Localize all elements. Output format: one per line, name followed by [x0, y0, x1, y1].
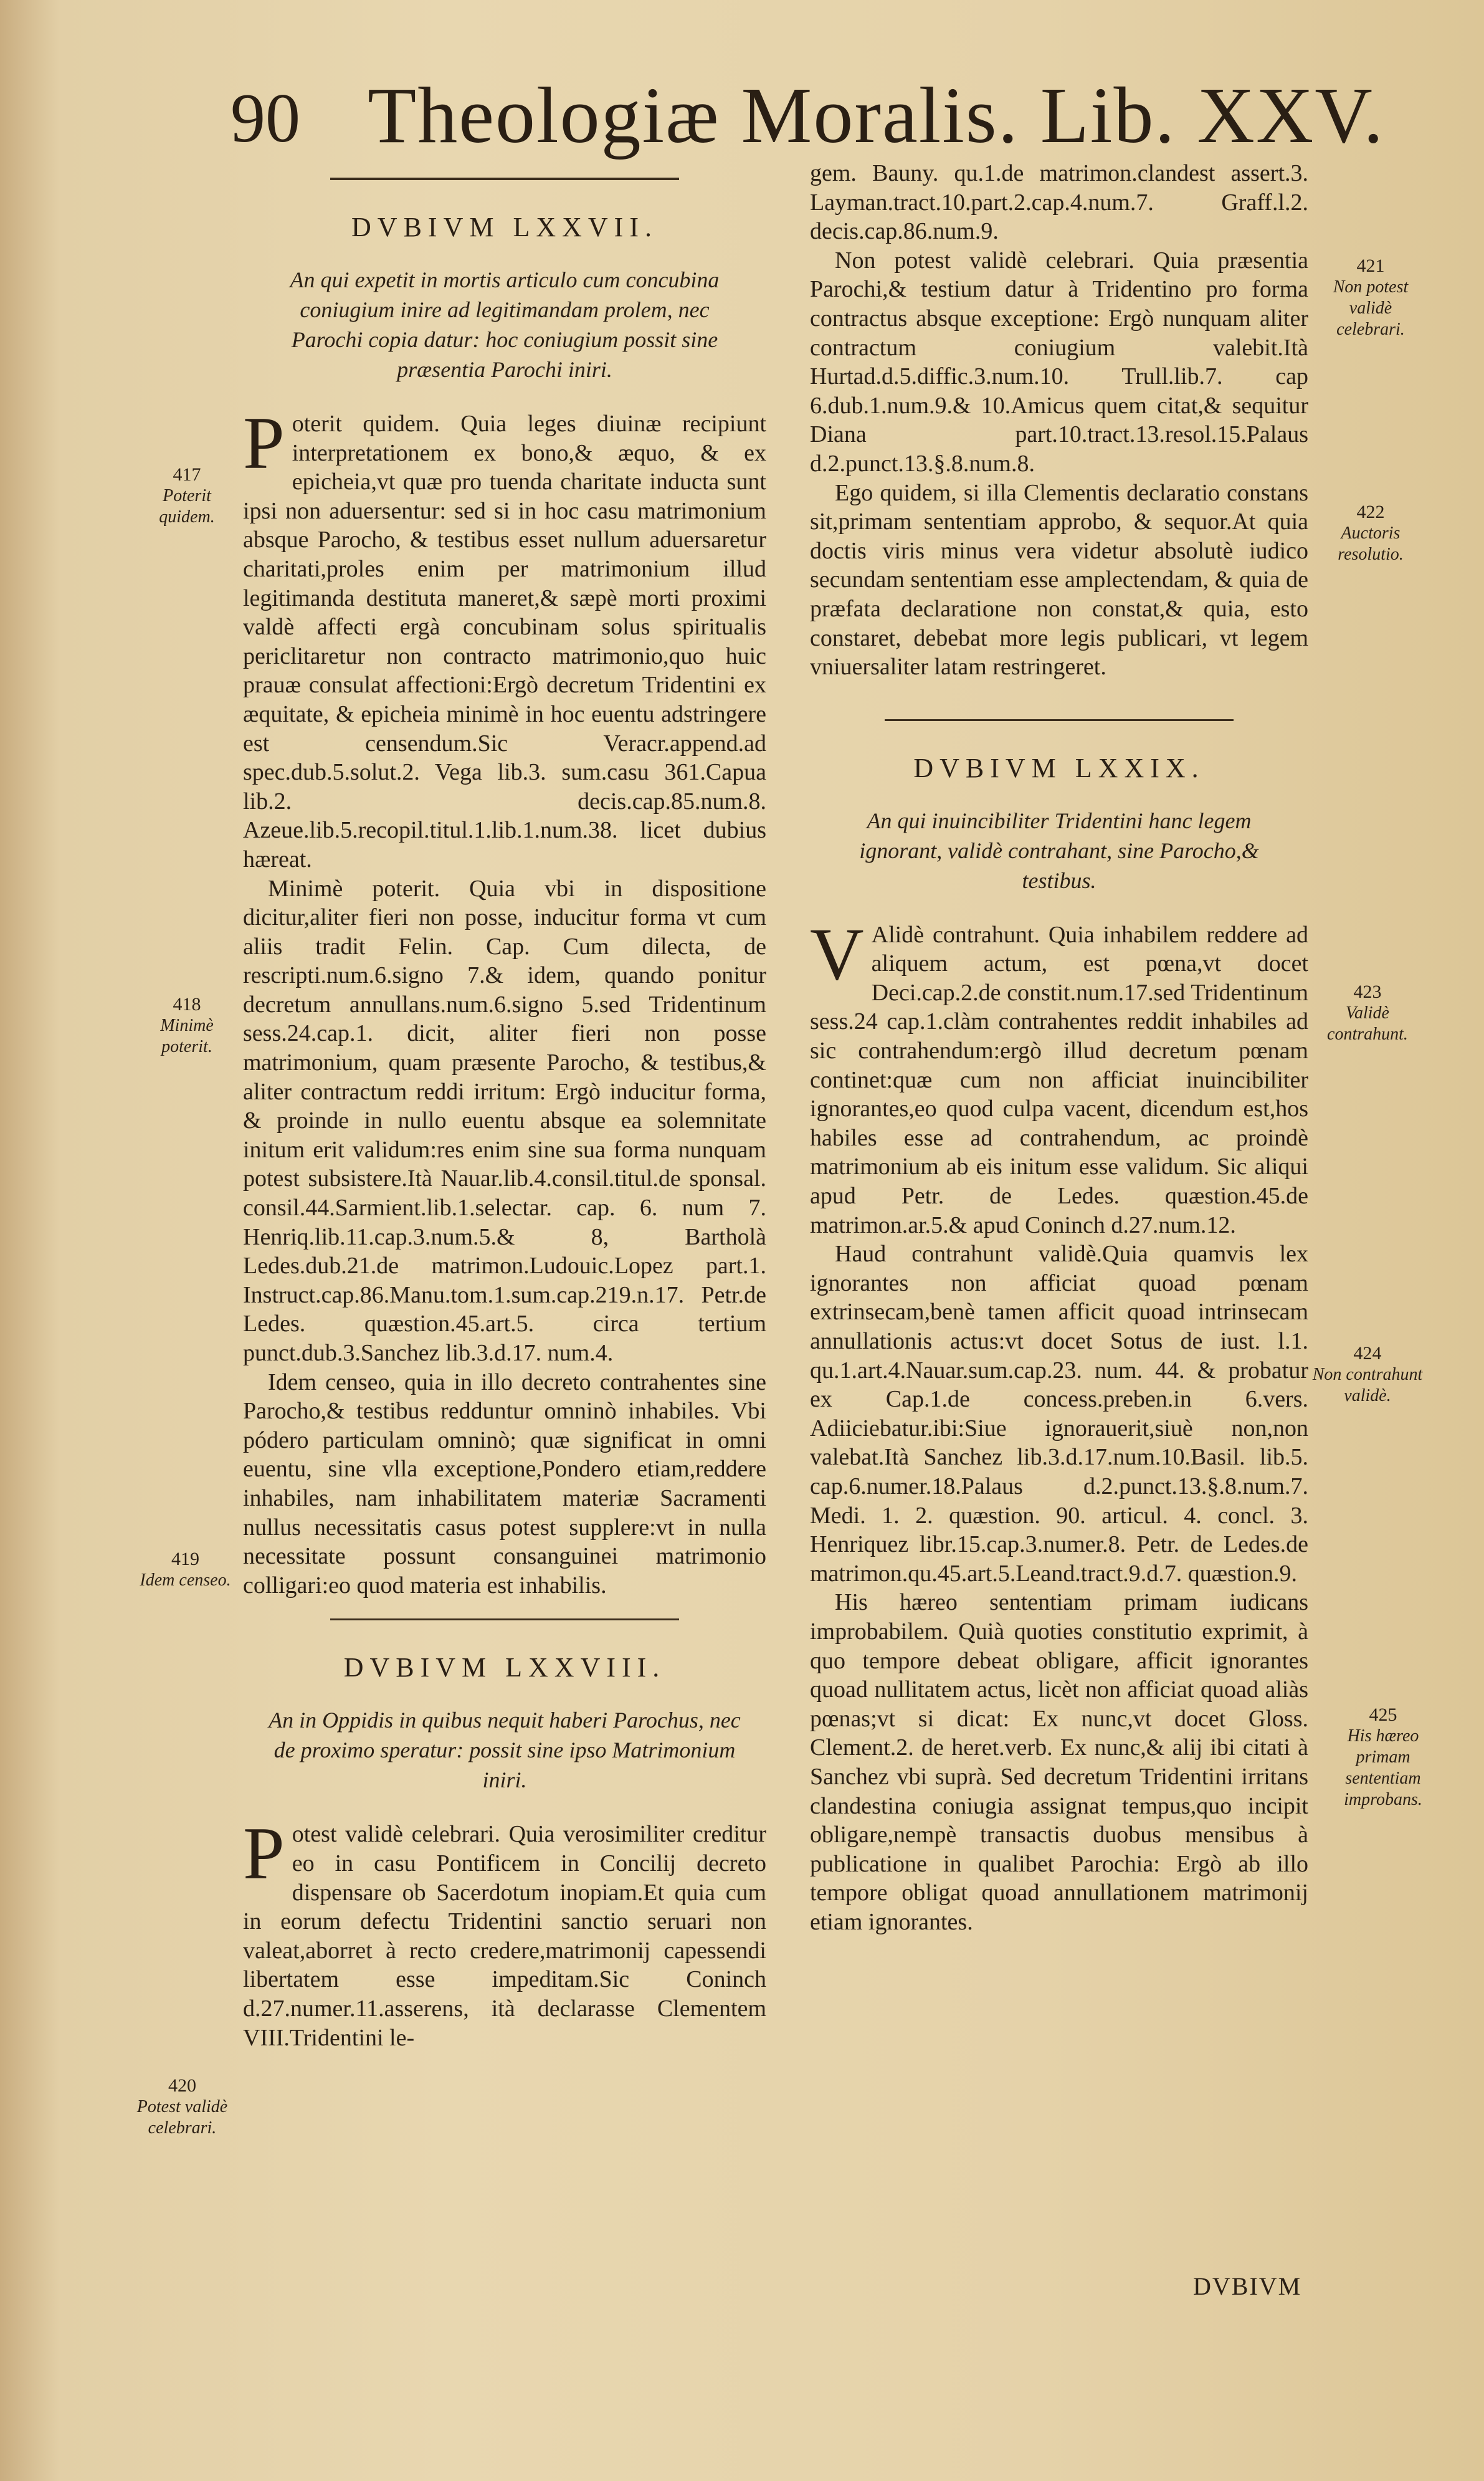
- dubium-79-title: DVBIVM LXXIX.: [913, 752, 1205, 783]
- paragraph-417-text: oterit quidem. Quia leges diuinæ recipiunt interpretationem ex bono,& æquo, & ex epicheia,vt quæ pro tuenda charitate inducta sunt ipsi non aduersentur: sed si in hoc casu matrimonium absque Parocho, & testibus esset nullum aduersaretur charitati,proles enim per matrimonium illud legitimanda destituta maneret,& sæpè morti proximi valdè affecti ergà concubinam solus spiritualis periclitaretur non contracto matrimonio,quo huic prauæ consulat affectioni:Ergò decretum Tridentini ex æquitate, & epicheia minimè in hoc euentu adstringere est censendum.Sic Veracr.append.ad spec.dub.5.solut.2. Vega lib.3. sum.casu 361.Capua lib.2. decis.cap.85.num.8. Azeue.lib.5.recopil.titul.1.lib.1.num.38. licet dubius hæreat.: [243, 411, 766, 872]
- page-number: 90: [231, 80, 300, 157]
- running-title: Theologiæ Moralis. Lib. XXV.: [368, 71, 1385, 160]
- dubium-79-question: An qui inuincibiliter Tridentini hanc legem ignorant, validè contrahant, sine Parocho,& testibus.: [859, 808, 1259, 893]
- drop-cap: P: [243, 401, 285, 484]
- paragraph-423: [810, 912, 1308, 1240]
- paragraph-continuation: gem. Bauny. qu.1.de matrimon.clandest assert.3. Layman.tract.10.part.2.cap.4.num.7. Graff.l.2. decis.cap.86.num.9.: [810, 160, 1308, 245]
- right-column: [810, 159, 1308, 1936]
- paragraph-417: [243, 401, 766, 874]
- catchword: DVBIVM: [1193, 2272, 1302, 2300]
- margin-note-424: 424 Non contrahunt validè.: [1312, 1343, 1423, 1405]
- dubium-78-question: An in Oppidis in quibus nequit haberi Parochus, nec de proximo speratur: possit sine ipso Matrimonium iniri.: [269, 1708, 741, 1793]
- paragraph-425: His hæreo sententiam primam iudicans improbabilem. Quià quoties constitutio exprimit, à quo tempore debeat obligare, afficit ignorantes quoad nullitatem actus, licèt non afficiat quoad aliàs pœnas;vt si dicat: Ex nunc,vt docet Gloss. Clement.2. de heret.verb. Ex nunc,& alij ibi citati à Sanchez vbi suprà. Sed decretum Tridentini irritans clandestina coniugia assignat tempus,quo incipit obligare,nempè transactis duobus mensibus à publicatione in qualibet Parochia: Ergò ab illo tempore obligat quoad annullationem matrimonij etiam ignorantes.: [810, 1589, 1308, 1935]
- margin-note-419: 419 Idem censeo.: [140, 1549, 231, 1590]
- margin-note-421: 421 Non potest validè celebrari.: [1333, 256, 1409, 339]
- paragraph-420-text: otest validè celebrari. Quia verosimiliter creditur eo in casu Pontificem in Concilij decreto dispensare ob Sacerdotum inopiam.Et quia cum in eorum defectu Tridentini sanctio seruari non valeat,aborret à recto credere,matrimonij capessendi libertatem esse impeditam.Sic Coninch d.27.numer.11.asserens, ità declarasse Clementem VIII.Tridentini le-: [243, 1821, 766, 2051]
- drop-cap: P: [243, 1812, 285, 1895]
- paragraph-420: [243, 1812, 766, 2052]
- paragraph-421: Non potest validè celebrari. Quia præsentia Parochi,& testium datur à Tridentino pro forma contractus absque exceptione: Ergò nunquam aliter contractum coniugium valebit.Ità Hurtad.d.5.diffic.3.num.10. Trull.lib.7. cap 6.dub.1.num.9.& 10.Amicus quem citat,& sequitur Diana part.10.tract.13.resol.15.Palaus d.2.punct.13.§.8.num.8.: [810, 247, 1308, 477]
- margin-note-417: 417 Poterit quidem.: [159, 464, 215, 527]
- margin-note-425: 425 His hæreo primam sententiam improbans.: [1344, 1704, 1422, 1809]
- dubium-77-question: An qui expetit in mortis articulo cum concubina coniugium inire ad legitimandam prolem, nec Parochi copia datur: hoc coniugium possit sine præsentia Parochi iniri.: [290, 267, 720, 382]
- paragraph-422: Ego quidem, si illa Clementis declaratio constans sit,primam sententiam approbo, & sequor.At quia doctis viris minus vera videtur absolutè iudico secundam sententiam esse amplectendam, & quia de præfata declaratione non constat,& quia, esto constaret, debebat more legis publicari, vt legem vniuersaliter latam restringeret.: [810, 479, 1308, 681]
- left-column: [243, 178, 766, 2052]
- dubium-78-title: DVBIVM LXXVIII.: [343, 1652, 666, 1683]
- drop-cap: V: [810, 912, 864, 995]
- section-rule: [330, 178, 679, 180]
- dubium-77-title: DVBIVM LXXVII.: [351, 212, 658, 242]
- margin-note-423: 423 Validè contrahunt.: [1327, 982, 1408, 1044]
- section-rule: [885, 719, 1234, 721]
- paragraph-424: Haud contrahunt validè.Quia quamvis lex ignorantes non afficiat quoad pœnam extrinsecam,benè tamen afficit quoad intrinsecam annullationis actus:vt docet Sotus de iust. l.1. qu.1.art.4.Nauar.sum.cap.23. num. 44. & probatur ex Cap.1.de concess.preben.in 6.vers. Adiiciebatur.ibi:Siue ignorauerit,siuè non,non valebat.Ità Sanchez lib.3.d.17.num.10.Basil. lib.5. cap.6.numer.18.Palaus d.2.punct.13.§.8.num.7. Medi. 1. 2. quæstion. 90. articul. 4. concl. 3. Henriquez libr.15.cap.3.numer.8. Petr. de Ledes.de matrimon.qu.45.art.5.Leand.tract.9.d.7. quæstion.9.: [810, 1241, 1308, 1587]
- paragraph-423-text: Alidè contrahunt. Quia inhabilem reddere ad aliquem actum, est pœna,vt docet Deci.cap.2.de constit.num.17.sed Tridentinum sess.24 cap.1.clàm contrahentes reddit inhabiles ad sic contrahendum:ergò illud decretum pœnam continet:quæ cum non afficiat inuincibiliter ignorantes,eo quod culpa vacent, dicendum est,hos habiles esse ad contrahendum, ac proindè matrimonium ab eis initum esse validum. Sic aliqui apud Petr. de Ledes. quæstion.45.de matrimon.ar.5.& apud Coninch d.27.num.12.: [810, 921, 1308, 1238]
- paragraph-418: Minimè poterit. Quia vbi in dispositione dicitur,aliter fieri non posse, inducitur forma vt cum aliis tradit Felin. Cap. Cum dilecta, de rescripti.num.6.signo 7.& idem, quando ponitur decretum annullans.num.6.signo 5.sed Tridentinum sess.24.cap.1. dicit, aliter fieri non posse matrimonium, quam præsente Parocho, & testibus,& aliter contractum reddi irritum: Ergò inducitur forma, & proinde in nullo euentu absque ea solemnitate initum erit validum:res enim sine sua forma nunquam potest subsistere.Ità Nauar.lib.4.consil.titul.de sponsal. consil.44.Sarmient.lib.1.selectar. cap. 6. num 7. Henriq.lib.11.cap.3.num.5.& 8, Bartholà Ledes.dub.21.de matrimon.Ludouic.Lopez part.1. Instruct.cap.86.Manu.tom.1.sum.cap.219.n.17. Petr.de Ledes. quæstion.45.art.5. circa tertium punct.dub.3.Sanchez lib.3.d.17. num.4.: [243, 875, 766, 1366]
- paragraph-419: Idem censeo, quia in illo decreto contrahentes sine Parocho,& testibus redduntur omninò inhabiles. Vbi pódero particulam omninò; quæ significat in omni euentu, sine vlla exceptione,Pondero etiam,reddere inhabiles, nam inhabilitatem materiæ Sacramenti nullus necessitatis casus potest supplere:vt in nulla necessitate possunt consanguinei matrimonio colligari:eo quod materia est inhabilis.: [243, 1369, 766, 1599]
- margin-note-422: 422 Auctoris resolutio.: [1338, 502, 1404, 564]
- margin-note-418: 418 Minimè poterit.: [160, 994, 214, 1056]
- page-header: [231, 69, 1385, 168]
- section-rule: [330, 1618, 679, 1620]
- margin-note-420: 420 Potest validè celebrari.: [136, 2075, 228, 2138]
